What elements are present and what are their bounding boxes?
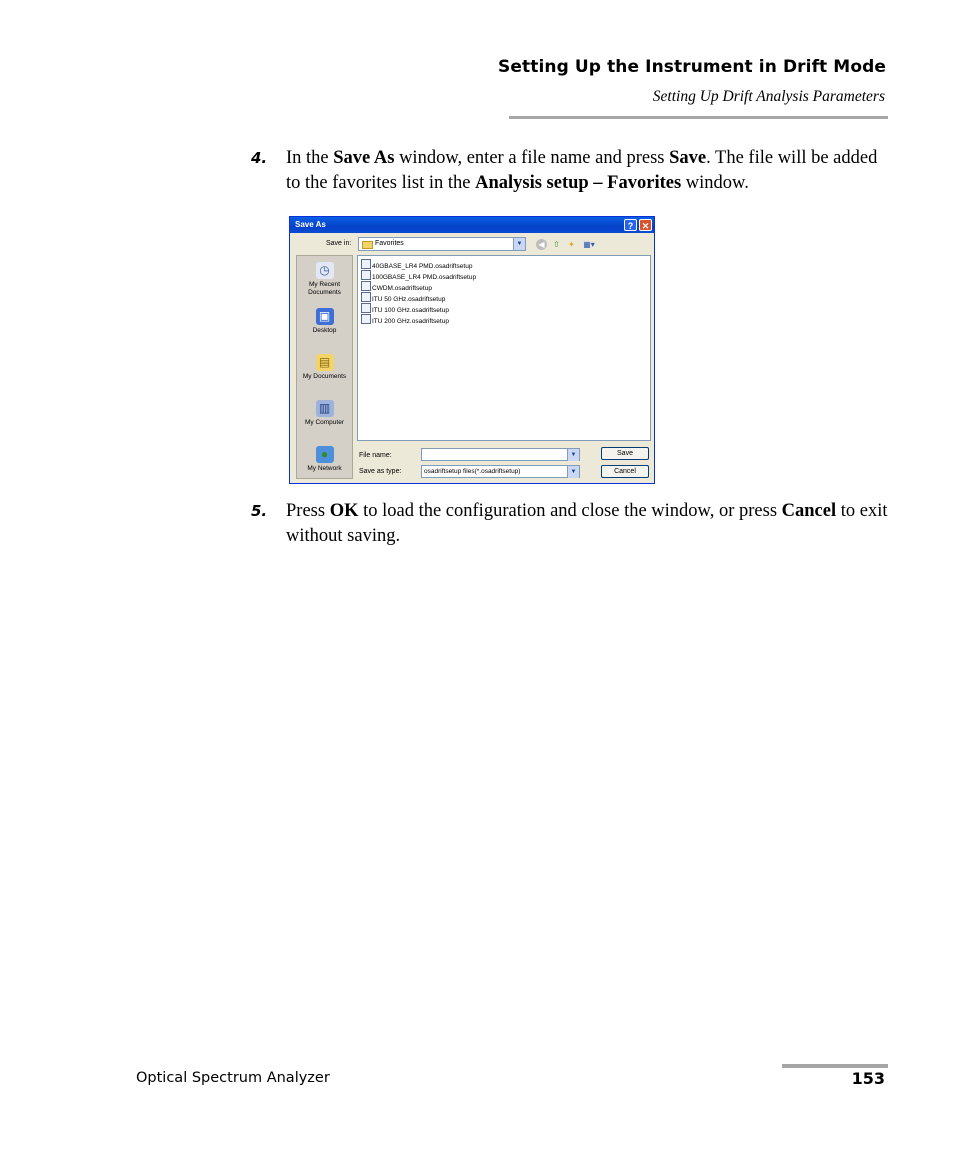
file-name: ITU 200 GHz.osadriftsetup — [372, 318, 449, 325]
bold-term: Cancel — [781, 501, 837, 521]
file-list[interactable] — [357, 255, 651, 441]
file-name: 40GBASE_LR4 PMD.osadriftsetup — [372, 263, 473, 270]
file-name: ITU 100 GHz.osadriftsetup — [372, 307, 449, 314]
step-text — [286, 499, 891, 549]
save-as-type-value: osadriftsetup files(*.osadriftsetup) — [424, 468, 521, 475]
back-icon[interactable]: ◀ — [536, 239, 547, 250]
text-run: window. — [681, 173, 749, 193]
place-label: My Network — [307, 465, 342, 472]
running-header-subtitle: Setting Up Drift Analysis Parameters — [652, 88, 885, 105]
step-text — [286, 146, 891, 196]
place-label: Desktop — [312, 327, 337, 334]
my-documents-icon: ▤ — [316, 354, 334, 371]
chevron-down-icon[interactable]: ▼ — [513, 238, 525, 250]
save-as-type-label: Save as type: — [359, 468, 402, 475]
close-button[interactable]: ✕ — [639, 219, 652, 231]
file-icon — [361, 314, 371, 324]
place-my-computer[interactable] — [297, 400, 352, 427]
chevron-down-icon[interactable]: ▼ — [567, 449, 579, 461]
list-item[interactable] — [361, 259, 472, 270]
text-run: to load the configuration and close the window, or press — [358, 501, 782, 521]
step-4 — [251, 146, 891, 196]
header-rule — [509, 116, 888, 119]
list-item[interactable] — [361, 281, 432, 292]
page-number: 153 — [851, 1069, 885, 1088]
text-run: Press — [286, 501, 330, 521]
place-label: My Recent Documents — [308, 281, 341, 296]
save-as-dialog — [289, 216, 655, 484]
place-desktop[interactable] — [297, 308, 352, 335]
file-icon — [361, 292, 371, 302]
file-name: ITU 50 GHz.osadriftsetup — [372, 296, 446, 303]
bold-term: Analysis setup – Favorites — [475, 173, 682, 193]
desktop-icon: ▣ — [316, 308, 334, 325]
list-item[interactable] — [361, 314, 449, 325]
file-name-label: File name: — [359, 452, 392, 459]
dialog-titlebar — [290, 217, 654, 233]
bold-term: Save As — [333, 148, 395, 168]
save-as-type-dropdown[interactable] — [421, 465, 580, 478]
list-item[interactable] — [361, 292, 445, 303]
step-5 — [251, 499, 891, 549]
my-computer-icon: ▥ — [316, 400, 334, 417]
dialog-title: Save As — [295, 220, 326, 229]
new-folder-icon[interactable]: ✦ — [568, 240, 575, 249]
chevron-down-icon[interactable]: ▼ — [567, 466, 579, 478]
my-network-icon: ● — [316, 446, 334, 463]
place-label: My Documents — [302, 373, 347, 380]
file-name: CWDM.osadriftsetup — [372, 285, 432, 292]
cancel-button[interactable]: Cancel — [601, 465, 649, 478]
save-in-value: Favorites — [375, 240, 404, 247]
places-bar — [296, 255, 353, 479]
file-icon — [361, 303, 371, 313]
step-number: 4. — [251, 149, 268, 167]
folder-icon — [362, 241, 373, 249]
views-menu-icon[interactable]: ▦▾ — [583, 240, 595, 249]
place-my-documents[interactable] — [297, 354, 352, 381]
text-run: . The file will be added to the favorites list in the — [286, 148, 878, 193]
footer-rule — [782, 1064, 888, 1068]
file-name: 100GBASE_LR4 PMD.osadriftsetup — [372, 274, 477, 281]
running-header-title: Setting Up the Instrument in Drift Mode — [498, 57, 886, 77]
text-run: In the — [286, 148, 334, 168]
place-my-network[interactable] — [297, 446, 352, 473]
bold-term: Save — [669, 148, 707, 168]
file-name-input[interactable] — [421, 448, 580, 461]
list-item[interactable] — [361, 270, 476, 281]
text-run: window, enter a file name and press — [394, 148, 670, 168]
bold-term: OK — [329, 501, 359, 521]
file-icon — [361, 259, 371, 269]
footer-product-name: Optical Spectrum Analyzer — [136, 1070, 330, 1086]
file-icon — [361, 281, 371, 291]
place-label: My Computer — [304, 419, 344, 426]
help-button[interactable]: ? — [624, 219, 637, 231]
step-number: 5. — [251, 502, 268, 520]
list-item[interactable] — [361, 303, 449, 314]
text-run: to exit without saving. — [286, 501, 888, 546]
place-my-recent-documents[interactable] — [297, 262, 352, 296]
file-icon — [361, 270, 371, 280]
save-in-label: Save in: — [326, 240, 352, 247]
save-in-dropdown[interactable] — [358, 237, 526, 251]
up-folder-icon[interactable]: ⇧ — [553, 240, 560, 249]
recent-documents-icon: ◷ — [316, 262, 334, 279]
save-button[interactable]: Save — [601, 447, 649, 460]
